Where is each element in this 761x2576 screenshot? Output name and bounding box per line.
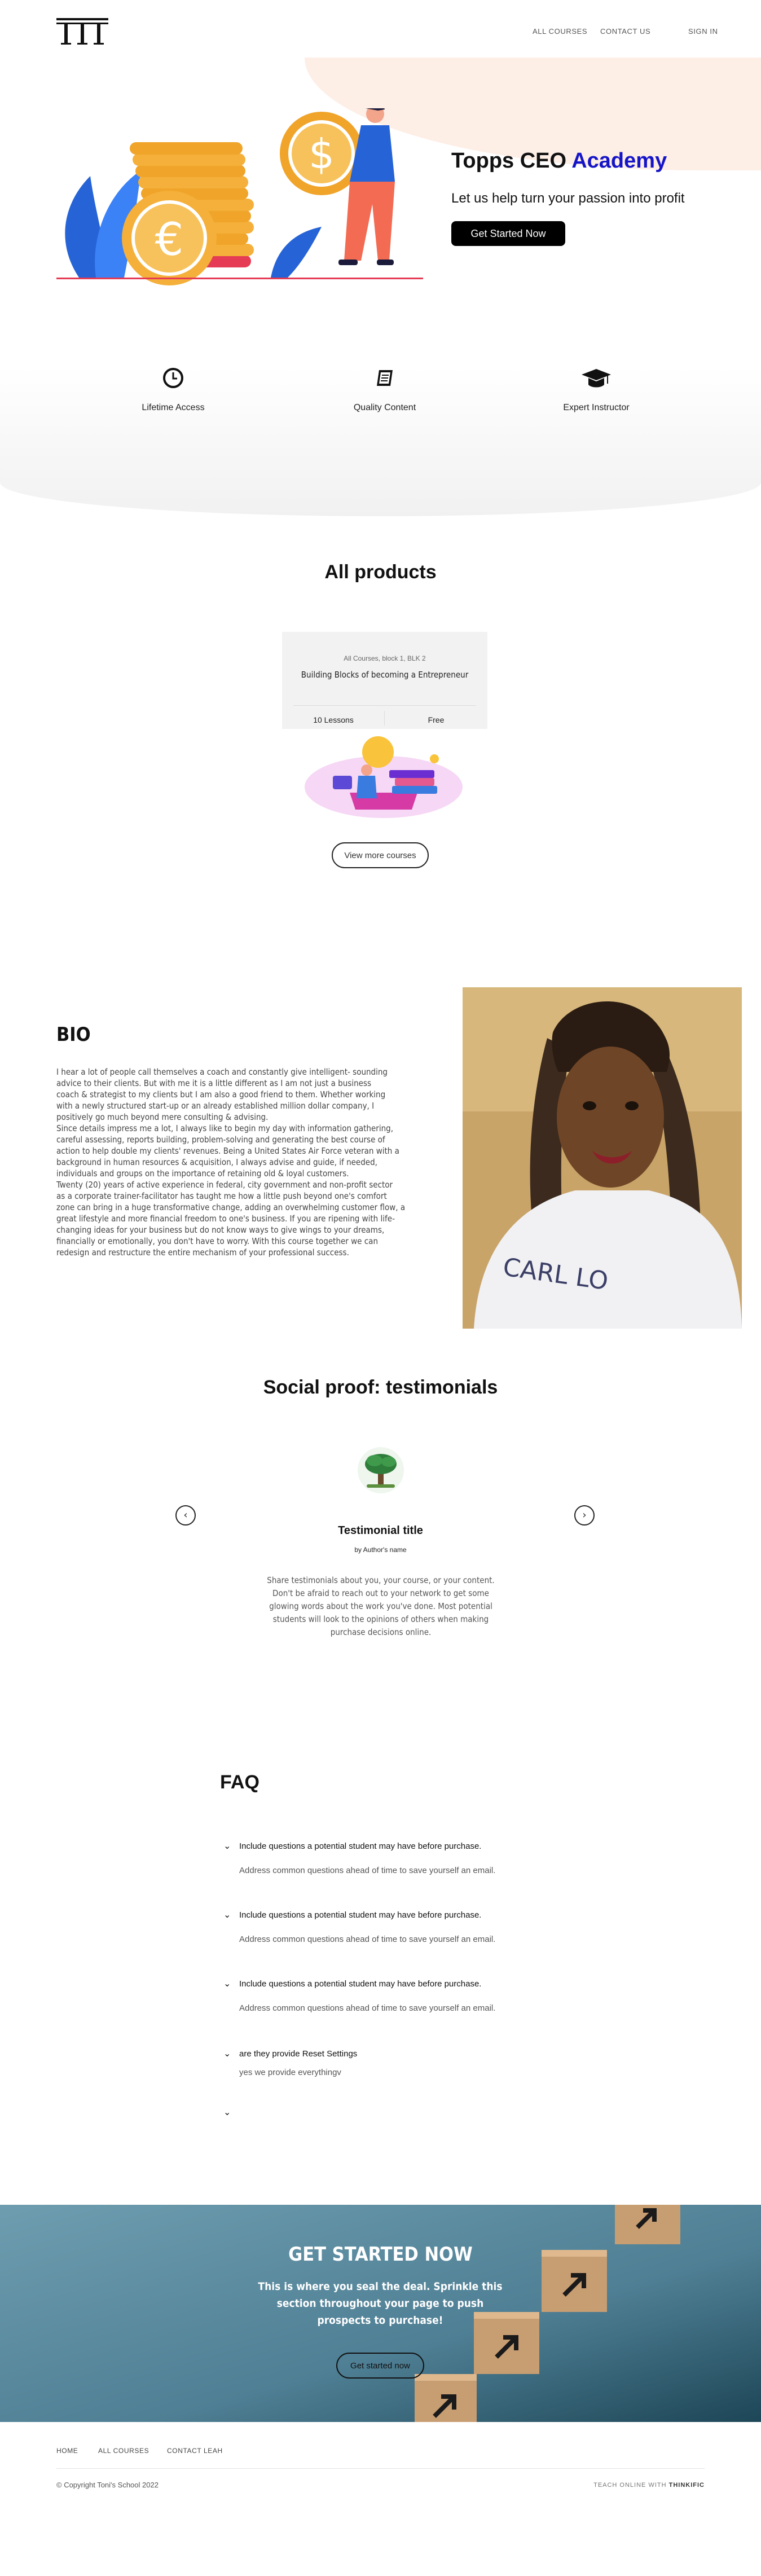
faq-question-text: Include questions a potential student may have before purchase. (239, 1979, 482, 1989)
bio-section (0, 987, 761, 1377)
feature-label: Quality Content (353, 403, 416, 412)
carousel-next-button[interactable]: › (574, 1505, 595, 1526)
bio-line: Twenty (20) years of active experience in federal, city government and non-profit sector (56, 1180, 393, 1190)
feature-label: Expert Instructor (563, 403, 630, 412)
hero-title-main: Topps CEO (451, 149, 572, 173)
faq-title: FAQ (220, 1771, 259, 1793)
school-logo[interactable] (56, 16, 108, 46)
bio-text (56, 1066, 406, 1258)
faq-question[interactable] (220, 1979, 558, 1989)
hero-title-accent: Academy (571, 149, 667, 173)
faq-question[interactable] (220, 2049, 558, 2059)
faq-item (220, 2049, 558, 2077)
cta-title: GET STARTED NOW (288, 2243, 473, 2266)
feature-lifetime-access (89, 367, 258, 413)
faq-answer: yes we provide everythingv (239, 2068, 341, 2077)
svg-text:$: $ (309, 130, 335, 178)
faq-question[interactable] (220, 1841, 558, 1851)
book-icon (373, 367, 396, 389)
divider (293, 705, 476, 706)
bio-line: careful assessing, reports building, problem-solving and generating the best course of (56, 1135, 385, 1145)
chevron-down-icon: ⌄ (223, 1840, 231, 1851)
footer-link-home[interactable]: HOME (56, 2447, 78, 2455)
faq-answer: Address common questions ahead of time to save yourself an email. (239, 1866, 496, 1875)
chevron-down-icon: ⌄ (223, 2048, 231, 2059)
bio-line: changing ideas for your business but do not know ways to give wings to your dreams, (56, 1225, 385, 1235)
testimonials-section (0, 1377, 761, 1771)
faq-question[interactable] (220, 1910, 558, 1920)
footer-link-contact[interactable]: CONTACT LEAH (167, 2447, 223, 2455)
faq-answer: Address common questions ahead of time to save yourself an email. (239, 1935, 496, 1944)
shirt-text: CARL LO (501, 1252, 610, 1296)
faq-item (220, 1910, 558, 1944)
view-more-courses-button[interactable]: View more courses (332, 842, 429, 868)
bio-line: advice to their clients. But with me it is a little different as I am not just a business (56, 1078, 371, 1088)
bio-line: background in human resources & acquisition, I always advise and guide, if needed, (56, 1157, 377, 1167)
faq-item (220, 1841, 558, 1875)
graduation-cap-icon (580, 367, 612, 389)
chevron-down-icon: ⌄ (223, 1978, 231, 1989)
bio-line: financially or emotionally, you don't have to worry. With this course together we can (56, 1236, 378, 1246)
course-price: Free (428, 715, 445, 724)
testimonials-title: Social proof: testimonials (263, 1377, 498, 1398)
footer-link-all-courses[interactable]: ALL COURSES (98, 2447, 149, 2455)
carousel-prev-button[interactable]: ‹ (175, 1505, 196, 1526)
hero-section (0, 63, 761, 367)
feature-expert-instructor (512, 367, 681, 413)
powered-by-link[interactable] (593, 2482, 705, 2489)
bio-line: positively go much beyond mere consulting & advising. (56, 1112, 269, 1122)
bio-line: I hear a lot of people call themselves a coach and constantly give intelligent- sounding (56, 1067, 388, 1077)
powered-by-brand: THINKIFIC (668, 2482, 705, 2489)
products-section (0, 516, 761, 987)
copyright-text: © Copyright Toni's School 2022 (56, 2481, 159, 2489)
site-footer (0, 2422, 761, 2576)
svg-text:€: € (155, 213, 184, 266)
hero-subtitle: Let us help turn your passion into profit (451, 191, 685, 206)
course-lessons: 10 Lessons (313, 715, 354, 724)
course-illustration[interactable] (305, 731, 463, 821)
nav-sign-in[interactable]: SIGN IN (688, 27, 718, 36)
features-section (0, 367, 761, 516)
testimonial-title: Testimonial title (338, 1524, 423, 1537)
testimonial-author: by Author's name (354, 1546, 407, 1554)
testimonial-quote: Share testimonials about you, your course, or your content. Don't be afraid to reach out to your network to get some glowing words about the work you've done. Most potential students will look to the opinions of others when making purchase decisions online. (267, 1575, 495, 1637)
bio-line: individuals and groups on the importance of retaining old & loyal customers. (56, 1168, 349, 1179)
course-name: Building Blocks of becoming a Entrepreneur (301, 670, 469, 680)
bio-line: coach & strategist to my clients but I am also a good friend to them. Whether working (56, 1089, 386, 1100)
feature-label: Lifetime Access (142, 403, 205, 412)
bio-line: as a corporate trainer-facilitator has taught me how a little push beyond one's comfort (56, 1191, 387, 1201)
bio-line: action to help double my clients' revenues. Being a United States Air Force veteran with a (56, 1146, 399, 1156)
cta-text: This is where you seal the deal. Sprinkle this section throughout your page to push prospects to purchase! (258, 2280, 503, 2327)
bio-line: redesign and restructure the entire mechanism of your professional success. (56, 1247, 349, 1258)
bio-line: with a newly structured start-up or an already established million dollar company, I (56, 1101, 375, 1111)
nav-contact-us[interactable]: CONTACT US (600, 27, 651, 36)
bio-line: great lifestyle and more financial freedom to one's business. If you are ripening with life- (56, 1214, 395, 1224)
course-card[interactable] (282, 632, 487, 729)
divider (56, 2468, 705, 2469)
chevron-down-icon: ⌄ (223, 1909, 231, 1920)
faq-question-text: Include questions a potential student may have before purchase. (239, 1910, 482, 1920)
products-title: All products (324, 561, 437, 583)
faq-question-text: Include questions a potential student may have before purchase. (239, 1841, 482, 1851)
faq-section (0, 1771, 761, 2205)
hero-title (451, 149, 667, 173)
faq-item (220, 1979, 558, 2013)
nav-all-courses[interactable]: ALL COURSES (533, 27, 588, 36)
faq-question-text: are they provide Reset Settings (239, 2049, 358, 2059)
feature-quality-content (300, 367, 469, 413)
clock-icon (162, 367, 184, 389)
bio-line: Since details impress me a lot, I always like to begin my day with information gathering, (56, 1123, 393, 1133)
bio-line: zone can bring in a huge transformative change, adding an overwhelming customer flow, a (56, 1202, 406, 1212)
course-meta: All Courses, block 1, BLK 2 (344, 654, 426, 662)
site-header (0, 0, 761, 63)
get-started-section (0, 2205, 761, 2422)
powered-by-prefix: TEACH ONLINE WITH (593, 2482, 669, 2489)
chevron-down-icon: ⌄ (223, 2107, 231, 2117)
instructor-photo (463, 987, 742, 1329)
hero-coins-illustration (56, 108, 423, 294)
get-started-now-button[interactable]: Get started now (336, 2353, 424, 2379)
get-started-button[interactable]: Get Started Now (451, 221, 565, 246)
faq-answer: Address common questions ahead of time to save yourself an email. (239, 2003, 496, 2013)
testimonial-avatar (358, 1447, 404, 1493)
bio-title: BIO (56, 1023, 91, 1046)
